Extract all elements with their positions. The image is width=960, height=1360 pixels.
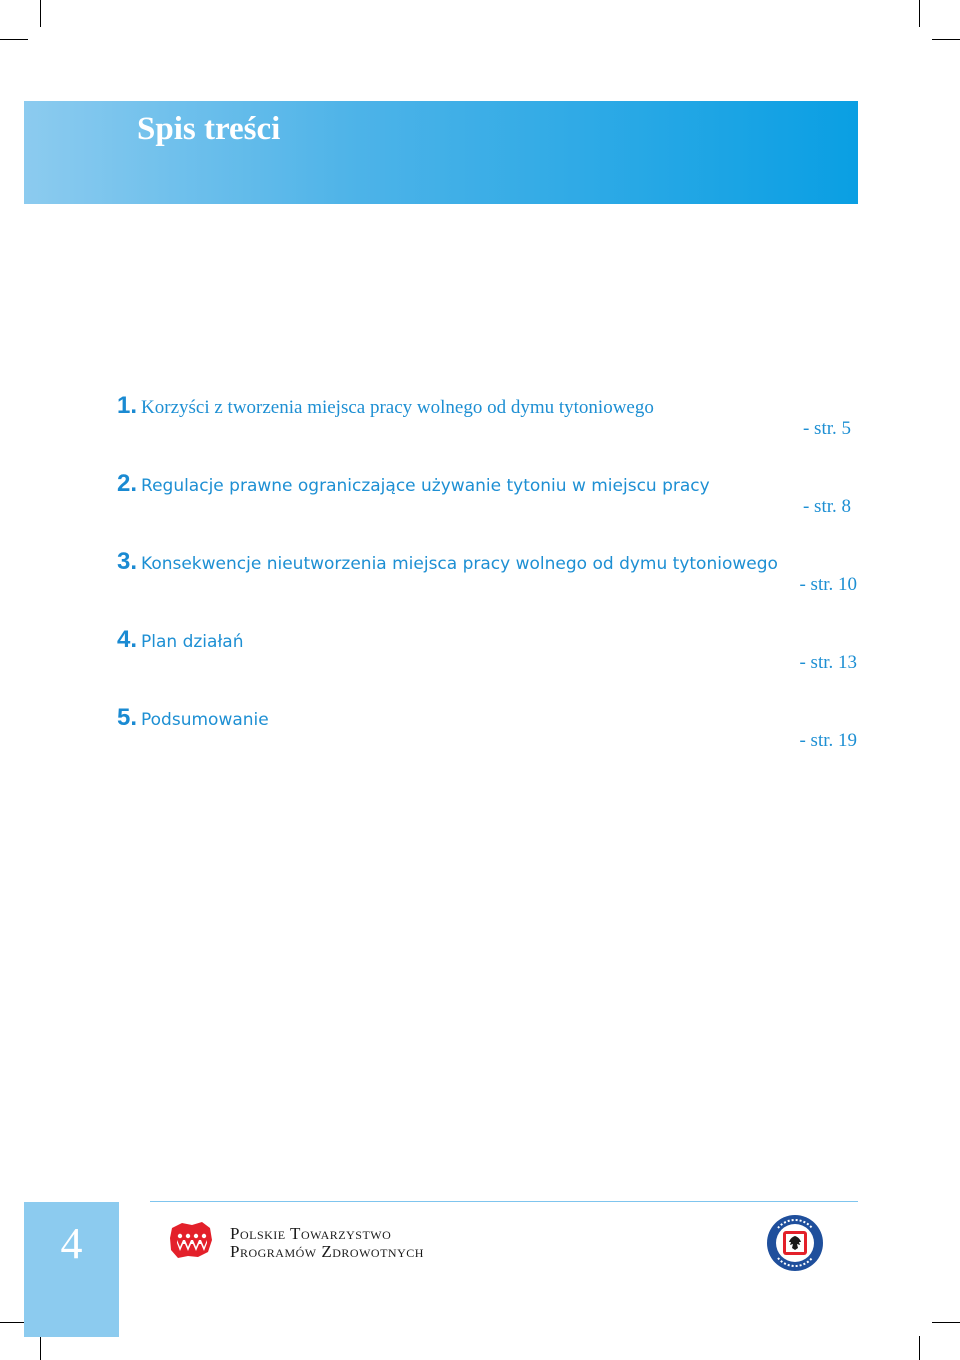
toc-number: 1. [117,392,138,419]
toc-entry-line [117,470,710,498]
toc-item-2[interactable] [0,470,960,530]
toc-page-ref: - str. 8 [802,496,851,517]
ptpz-logo-icon [168,1220,214,1260]
crop-mark [932,39,960,40]
organization-name-line-2: Programów Zdrowotnych [230,1242,424,1261]
crop-mark [932,1322,960,1323]
toc-item-3[interactable] [0,548,960,608]
toc-number: 5. [117,704,138,731]
toc-entry-line [117,548,778,576]
crop-mark [919,1336,920,1360]
page-number: 4 [60,1219,83,1268]
organization-name [230,1225,424,1261]
toc-page-ref: - str. 5 [802,418,851,439]
page-title: Spis treści [137,111,281,147]
toc-entry-line [117,704,269,732]
footer-divider [150,1201,858,1202]
toc-page-ref: - str. 19 [799,730,857,751]
toc-item-1[interactable] [0,392,960,452]
toc-title: Konsekwencje nieutworzenia miejsca pracy wolnego od dymu tytoniowego [141,554,778,574]
toc-item-4[interactable] [0,626,960,686]
toc-title: Korzyści z tworzenia miejsca pracy wolnego od dymu tytoniowego [141,397,654,418]
toc-number: 2. [117,470,138,497]
toc-number: 3. [117,548,138,575]
toc-number: 4. [117,626,138,653]
toc-page-ref: - str. 10 [799,574,857,595]
toc-page-ref: - str. 13 [799,652,857,673]
toc-item-5[interactable] [0,704,960,764]
toc-title: Podsumowanie [141,710,269,730]
organization-name-line-1: Polskie Towarzystwo [230,1224,392,1243]
toc-title: Plan działań [141,632,244,652]
pis-seal-icon [766,1214,824,1272]
crop-mark [0,39,28,40]
crop-mark [919,0,920,27]
toc-entry-line [117,392,654,420]
toc-entry-line [117,626,243,654]
crop-mark [40,1336,41,1360]
toc-title: Regulacje prawne ograniczające używanie tytoniu w miejscu pracy [141,476,710,496]
crop-mark [40,0,41,27]
